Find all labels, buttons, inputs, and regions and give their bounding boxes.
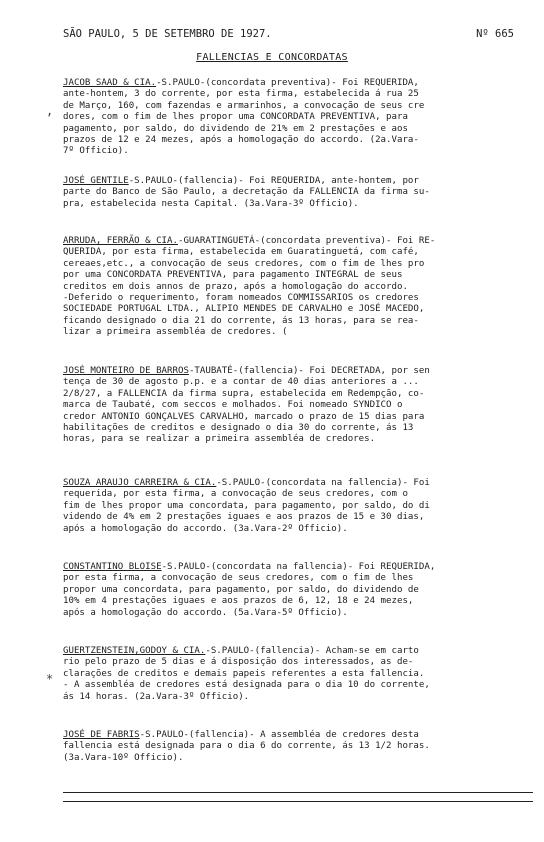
entry xyxy=(63,478,533,535)
section-title: FALLENCIAS E CONCORDATAS xyxy=(196,52,348,63)
divider-line xyxy=(63,801,533,802)
entry-text-line: habilitações de creditos e designado o dia 30 do corrente, ás 13 xyxy=(63,423,414,434)
margin-mark: * xyxy=(46,672,54,686)
entry-text-line: - A assembléa de credores está designada para o dia 10 do corrente, xyxy=(63,680,430,691)
entry xyxy=(63,236,533,339)
place-date: SÃO PAULO, 5 DE SETEMBRO DE 1927. xyxy=(63,28,272,40)
entry-name: CONSTANTINO BLOISE xyxy=(63,562,162,572)
entry-name: JOSÉ GENTILE xyxy=(63,176,129,186)
entry-text-line: -S.PAULO-(concordata na fallencia)- Foi REQUERIDA, xyxy=(161,562,436,572)
entry-text-line: pagamento, por saldo, do dividendo de 21% em 2 prestações e aos xyxy=(63,123,408,134)
entry xyxy=(63,730,533,764)
entry-text-line: -S.PAULO-(fallencia)- Acham-se em carto xyxy=(205,646,419,656)
entry-text-line: SOCIEDADE PORTUGAL LTDA., ALIPIO MENDES DE CARVALHO e JOSÉ MACEDO, xyxy=(63,304,425,315)
entry-text-line: horas, para se realizar a primeira assembléa de credores. xyxy=(63,434,376,445)
entry-text-line: tença de 30 de agosto p.p. e a contar de 40 dias anteriores a ... xyxy=(63,377,419,388)
entry-text-line: prazos de 12 e 24 mezes, após a homologação do accordo. (2a.Vara- xyxy=(63,135,419,146)
entry-text-line: QUERIDA, por esta firma, estabelecida em Guaratinguetá, com café, xyxy=(63,247,419,258)
entry-text-line: -S.PAULO-(concordata preventiva)- Foi REQUERIDA, xyxy=(156,78,419,88)
entry xyxy=(63,562,533,619)
entry-text-line: rio pelo prazo de 5 dias e á disposição dos interessados, as de- xyxy=(63,657,414,668)
entry-text-line: (3a.Vara-10º Officio). xyxy=(63,752,184,763)
entry-name: SOUZA ARAUJO CARREIRA & CIA. xyxy=(63,478,217,488)
entry xyxy=(63,176,533,210)
entry-text-line: ás 14 horas. (2a.Vara-3º Officio). xyxy=(63,691,250,702)
entry-text-line: -TAUBATÉ-(fallencia)- Foi DECRETADA, por sen xyxy=(188,366,430,376)
entry-text-line: ante-hontem, 3 do corrente, por esta firma, estabelecida á rua 25 xyxy=(63,89,419,100)
entry-name: ARRUDA, FERRÃO & CIA. xyxy=(63,236,178,246)
entry-text-line: -S.PAULO-(fallencia)- Foi REQUERIDA, ante-hontem, por xyxy=(128,176,419,186)
entry-text-line: de Março, 160, com fazendas e armarinhos, a convocação de seus cre xyxy=(63,100,425,111)
margin-mark: , xyxy=(46,104,54,118)
entry-text-line: -Deferido o requerimento, foram nomeados COMMISSARIOS os credores xyxy=(63,293,419,304)
entry-text-line: dores, com o fim de lhes propor uma CONCORDATA PREVENTIVA, para xyxy=(63,112,408,123)
entry-text-line: credor ANTONIO GONÇALVES CARVALHO, marcado o prazo de 15 dias para xyxy=(63,411,425,422)
divider-line xyxy=(63,792,533,793)
entry-name: JACOB SAAD & CIA. xyxy=(63,78,157,88)
entry-text-line: creditos em dois annos de prazo, após a homologação do accordo. xyxy=(63,281,408,292)
entry-text-line: -S.PAULO-(concordata na fallencia)- Foi xyxy=(216,478,430,488)
entry-name: JOSÉ DE FABRIS xyxy=(63,730,140,740)
entry xyxy=(63,646,533,703)
entry-text-line: cereaes,etc., a convocação de seus credores, com o fim de lhes pro xyxy=(63,258,425,269)
entry-text-line: ficando designado o dia 21 do corrente, ás 13 horas, para se rea- xyxy=(63,315,419,326)
entry-text-line: fallencia está designada para o dia 6 do corrente, ás 13 1/2 horas. xyxy=(63,741,430,752)
entry-text-line: parte do Banco de São Paulo, a decretação da FALLENCIA da firma su- xyxy=(63,187,430,198)
entry-text-line: marca de Taubaté, com seccos e molhados. Foi nomeado SYNDICO o xyxy=(63,400,403,411)
entry-text-line: 10% em 4 prestações iguaes e aos prazos de 6, 12, 18 e 24 mezes, xyxy=(63,596,414,607)
entry-text-line: pra, estabelecida nesta Capital. (3a.Vara-3º Officio). xyxy=(63,198,359,209)
entry-name: GUERTZENSTEIN,GODOY & CIA. xyxy=(63,646,206,656)
entry xyxy=(63,78,533,158)
entry-name: JOSÉ MONTEIRO DE BARROS xyxy=(63,366,189,376)
entry-text-line: -GUARATINGUETÁ-(concordata preventiva)- Foi RE- xyxy=(177,236,436,246)
document-number: Nº 665 xyxy=(476,28,514,40)
document-header xyxy=(63,28,514,44)
entry xyxy=(63,366,533,446)
entry-text-line: 7º Officio). xyxy=(63,146,129,157)
entry-text-line: fim de lhes propor uma concordata, para pagamento, por saldo, do di xyxy=(63,500,430,511)
entry-text-line: após a homologação do accordo. (5a.Vara-5º Officio). xyxy=(63,607,348,618)
entry-text-line: após a homologação do accordo. (3a.Vara-2º Officio). xyxy=(63,523,348,534)
entry-text-line: -S.PAULO-(fallencia)- A assembléa de credores desta xyxy=(139,730,419,740)
entry-text-line: clarações de creditos e demais papeis referentes a esta fallencia. xyxy=(63,668,425,679)
entry-text-line: lizar a primeira assembléa de credores. ( xyxy=(63,327,288,338)
entry-text-line: 2/8/27, a FALLENCIA da firma supra, estabelecida em Redempção, co- xyxy=(63,388,425,399)
entry-text-line: videndo de 4% em 2 prestações iguaes e aos prazos de 15 e 30 dias, xyxy=(63,512,425,523)
entry-text-line: propor uma concordata, para pagamento, por saldo, do dividendo de xyxy=(63,584,419,595)
entry-text-line: requerida, por esta firma, a convocação de seus credores, com o xyxy=(63,489,408,500)
entry-text-line: por uma CONCORDATA PREVENTIVA, para pagamento INTEGRAL de seus xyxy=(63,270,403,281)
entry-text-line: por esta firma, a convocação de seus credores, com o fim de lhes xyxy=(63,573,414,584)
